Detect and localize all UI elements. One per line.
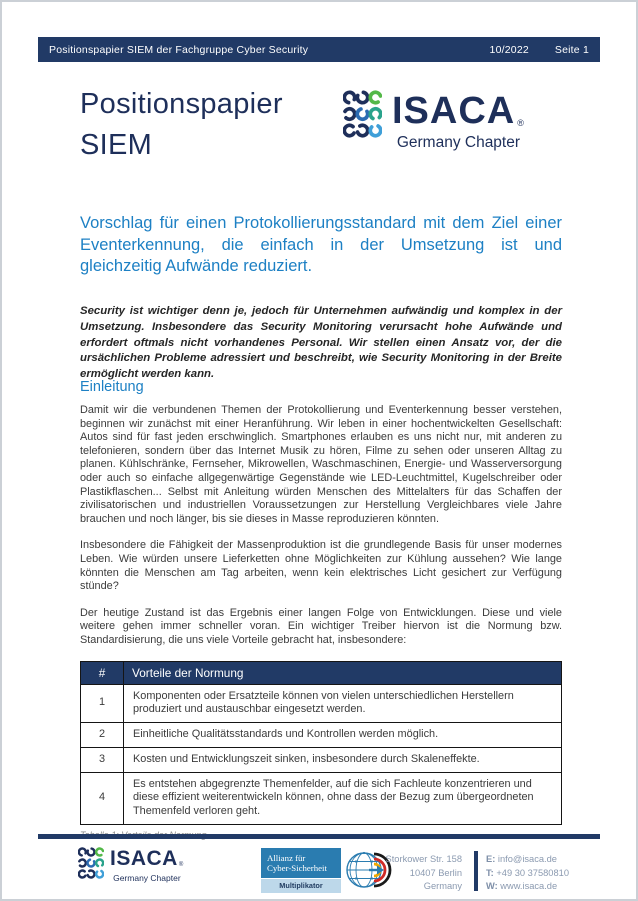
- footer-contact: [486, 853, 569, 894]
- page-title-line1: Positionspapier: [80, 88, 283, 120]
- isaca-grid-icon: [343, 90, 382, 138]
- footer-isaca-wordmark: ISACA ®: [110, 847, 184, 870]
- address-city: 10407 Berlin: [409, 867, 462, 878]
- contact-email-row: E: info@isaca.de: [486, 854, 557, 864]
- header-page-number: Seite 1: [554, 43, 589, 56]
- email-link[interactable]: info@isaca.de: [497, 854, 557, 864]
- germany-chapter-label: Germany Chapter: [396, 134, 521, 151]
- row-number: 3: [81, 747, 124, 772]
- row-text: Kosten und Entwicklungszeit sinken, insbesondere durch Skaleneffekte.: [124, 747, 562, 772]
- footer-vertical-divider: [474, 851, 478, 891]
- table-header-row: [81, 661, 562, 684]
- section-heading-einleitung: Einleitung: [80, 379, 144, 395]
- isaca-grid-icon: [78, 847, 104, 879]
- row-number: 4: [81, 772, 124, 824]
- address-street: Storkower Str. 158: [385, 854, 462, 864]
- registered-mark: ®: [178, 862, 184, 868]
- website-link[interactable]: www.isaca.de: [500, 881, 558, 891]
- body-paragraph: Insbesondere die Fähigkeit der Massenproduktion ist die grundlegende Basis für unser modernes Leben. Wie würden unsere Lieferketten ohne Möglichkeiten zur Kühlung aussehen? Wie lange könnten die Menschen am Tag arbeiten, wenn kein elektrisches Licht gesichert zur Verfügung stünde?: [80, 539, 562, 593]
- allianz-badge-title: Allianz für Cyber-Sicherheit: [261, 848, 341, 878]
- phone-number: +49 30 37580810: [496, 867, 569, 878]
- page-title: [80, 84, 283, 166]
- address-country: Germany: [423, 881, 462, 891]
- vorteile-der-normung-table: [80, 661, 562, 826]
- row-text: Komponenten oder Ersatzteile können von vielen unterschiedlichen Herstellern produziert und austauschbar eingesetzt werden.: [124, 684, 562, 723]
- row-text: Einheitliche Qualitätsstandards und Kontrollen werden möglich.: [124, 723, 562, 748]
- document-body: [80, 379, 562, 840]
- header-title: Positionspapier SIEM der Fachgruppe Cyber Security: [49, 43, 309, 56]
- registered-mark: ®: [517, 118, 525, 128]
- page-title-line2: SIEM: [80, 129, 153, 161]
- body-paragraph: Damit wir die verbundenen Themen der Protokollierung und Eventerkennung besser verstehen, beginnen wir zunächst mit einer Heranführung. Wir leben in einer hochentwickelten Gesellschaft: Autos sind für fast jeden erschwinglich. Smartphones erlauben es uns nicht nur, mit anderen zu telefonieren, sondern über das Internet Musik zu hören, Filme zu sehen oder unseren Alltag zu planen. Kühlschränke, Fernseher, Mikrowellen, Waschmaschinen, Energie- und Wasserversorgung oder auch so einfache allgegenwärtige Gegenstände wie LED-Leuchtmittel, Kugelschreiber oder Plastikflaschen... Selbst mit Anleitung würden Menschen des Mittelalters für das Schaffen der zivilisatorischen und industriellen Voraussetzungen zur Herstellung Vergleichbares viele Jahre brauchen und noch länger, bis sie dieses in Masse reproduzieren könnten.: [80, 404, 562, 525]
- contact-web-row: W: www.isaca.de: [486, 881, 558, 891]
- page-header-bar: [38, 37, 600, 62]
- multiplikator-label: Multiplikator: [261, 879, 341, 893]
- lead-statement: Vorschlag für einen Protokollierungsstandard mit dem Ziel einer Eventerkennung, die einfach in der Umsetzung ist und gleichzeitig Aufwände reduziert.: [80, 214, 562, 275]
- table-header-num: #: [81, 661, 124, 684]
- table-header-title: Vorteile der Normung: [124, 661, 562, 684]
- footer-address: [368, 853, 462, 894]
- footer-divider: [38, 834, 600, 839]
- row-number: 1: [81, 684, 124, 723]
- body-paragraph: Der heutige Zustand ist das Ergebnis einer langen Folge von Entwicklungen. Diese und viele weitere gehen immer schneller voran. Ein wichtiger Treiber hiervon ist die Normung bzw. Standardisierung, die uns viele Vorteile gebracht hat, insbesondere:: [80, 606, 562, 646]
- contact-phone-row: T: +49 30 37580810: [486, 867, 569, 878]
- table-row: [81, 723, 562, 748]
- header-issue: 10/2022: [489, 43, 529, 56]
- footer-germany-chapter-label: Germany Chapter: [113, 873, 181, 883]
- isaca-logo: [343, 90, 525, 152]
- table-row: [81, 772, 562, 824]
- footer-isaca-logo: [78, 847, 184, 883]
- table-row: [81, 747, 562, 772]
- table-row: [81, 684, 562, 723]
- row-text: Es entstehen abgegrenzte Themenfelder, auf die sich Fachleute konzentrieren und diese effizient weiterentwickeln können, ohne dass der Bezug zum übergeordneten Themenfeld verloren geht.: [124, 772, 562, 824]
- row-number: 2: [81, 723, 124, 748]
- abstract-text: Security ist wichtiger denn je, jedoch für Unternehmen aufwändig und komplex in der Umsetzung. Insbesondere das Security Monitoring verursacht hohe Aufwände und erfordert oftmals nicht vorhandenes Personal. Wir stellen einen Ansatz vor, der die ursächlichen Probleme adressiert und beschreibt, wie Security Monitoring in der Breite ermöglicht werden kann.: [80, 305, 562, 381]
- isaca-wordmark: ISACA ®: [392, 90, 525, 132]
